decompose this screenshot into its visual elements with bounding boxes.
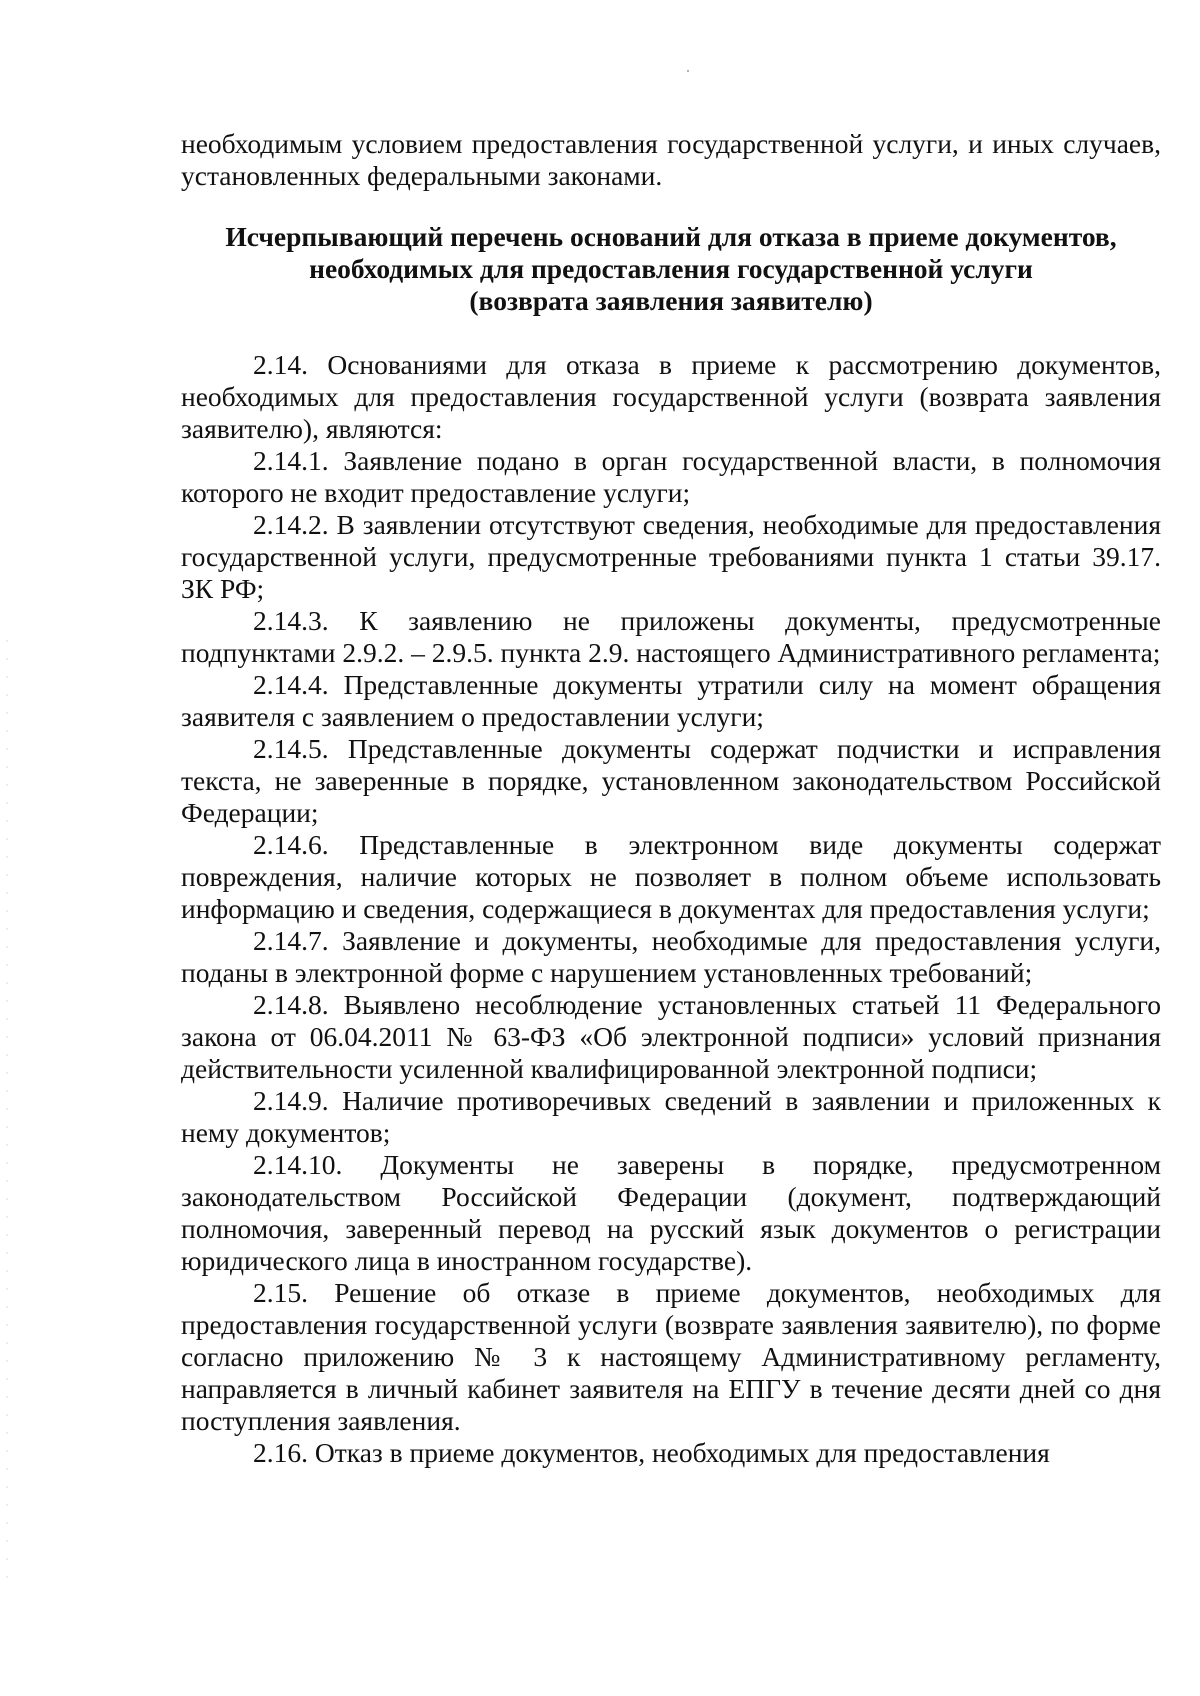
paragraph-2-15: 2.15. Решение об отказе в приеме документов, необходимых для предоставления государственной услуги (возврате заявления заявителю), по форме согласно приложению № 3 к настоящему Административному регламенту, направляется в личный кабинет заявителя на ЕПГУ в течение десяти дней со дня поступления заявления. xyxy=(181,1277,1161,1436)
heading-line-1: Исчерпывающий перечень оснований для отказа в приеме документов, xyxy=(225,221,1117,252)
scan-edge-marks xyxy=(6,640,8,1590)
intro-paragraph: необходимым условием предоставления государственной услуги, и иных случаев, установленных федеральными законами. xyxy=(181,128,1161,191)
heading-line-3: (возврата заявления заявителю) xyxy=(469,285,873,316)
paragraph-2-14-7: 2.14.7. Заявление и документы, необходимые для предоставления услуги, поданы в электронной форме с нарушением установленных требований; xyxy=(181,925,1161,988)
paragraph-2-14-9: 2.14.9. Наличие противоречивых сведений в заявлении и приложенных к нему документов; xyxy=(181,1085,1161,1148)
document-body xyxy=(181,128,1161,1469)
paragraph-2-14-3: 2.14.3. К заявлению не приложены документы, предусмотренные подпунктами 2.9.2. – 2.9.5. пункта 2.9. настоящего Административного регламента; xyxy=(181,605,1161,668)
paragraph-2-14: 2.14. Основаниями для отказа в приеме к рассмотрению документов, необходимых для предоставления государственной услуги (возврата заявления заявителю), являются: xyxy=(181,349,1161,444)
paragraph-2-14-4: 2.14.4. Представленные документы утратили силу на момент обращения заявителя с заявлением о предоставлении услуги; xyxy=(181,669,1161,732)
paragraph-2-16: 2.16. Отказ в приеме документов, необходимых для предоставления xyxy=(253,1437,1050,1468)
paragraph-2-14-1: 2.14.1. Заявление подано в орган государственной власти, в полномочия которого не входит предоставление услуги; xyxy=(181,445,1161,508)
section-heading xyxy=(181,221,1161,317)
scan-speck xyxy=(687,70,689,72)
heading-line-2: необходимых для предоставления государственной услуги xyxy=(309,253,1033,284)
paragraph-2-14-5: 2.14.5. Представленные документы содержат подчистки и исправления текста, не заверенные в порядке, установленном законодательством Российской Федерации; xyxy=(181,733,1161,828)
paragraph-2-14-6: 2.14.6. Представленные в электронном виде документы содержат повреждения, наличие которых не позволяет в полном объеме использовать информацию и сведения, содержащиеся в документах для предоставления услуги; xyxy=(181,829,1161,924)
paragraph-2-14-10: 2.14.10. Документы не заверены в порядке, предусмотренном законодательством Российской Федерации (документ, подтверждающий полномочия, заверенный перевод на русский язык документов о регистрации юридического лица в иностранном государстве). xyxy=(181,1149,1161,1276)
paragraph-2-14-8: 2.14.8. Выявлено несоблюдение установленных статьей 11 Федерального закона от 06.04.2011 № 63-ФЗ «Об электронной подписи» условий признания действительности усиленной квалифицированной электронной подписи; xyxy=(181,989,1161,1084)
paragraph-2-14-2: 2.14.2. В заявлении отсутствуют сведения, необходимые для предоставления государственной услуги, предусмотренные требованиями пункта 1 статьи 39.17. ЗК РФ; xyxy=(181,509,1161,604)
